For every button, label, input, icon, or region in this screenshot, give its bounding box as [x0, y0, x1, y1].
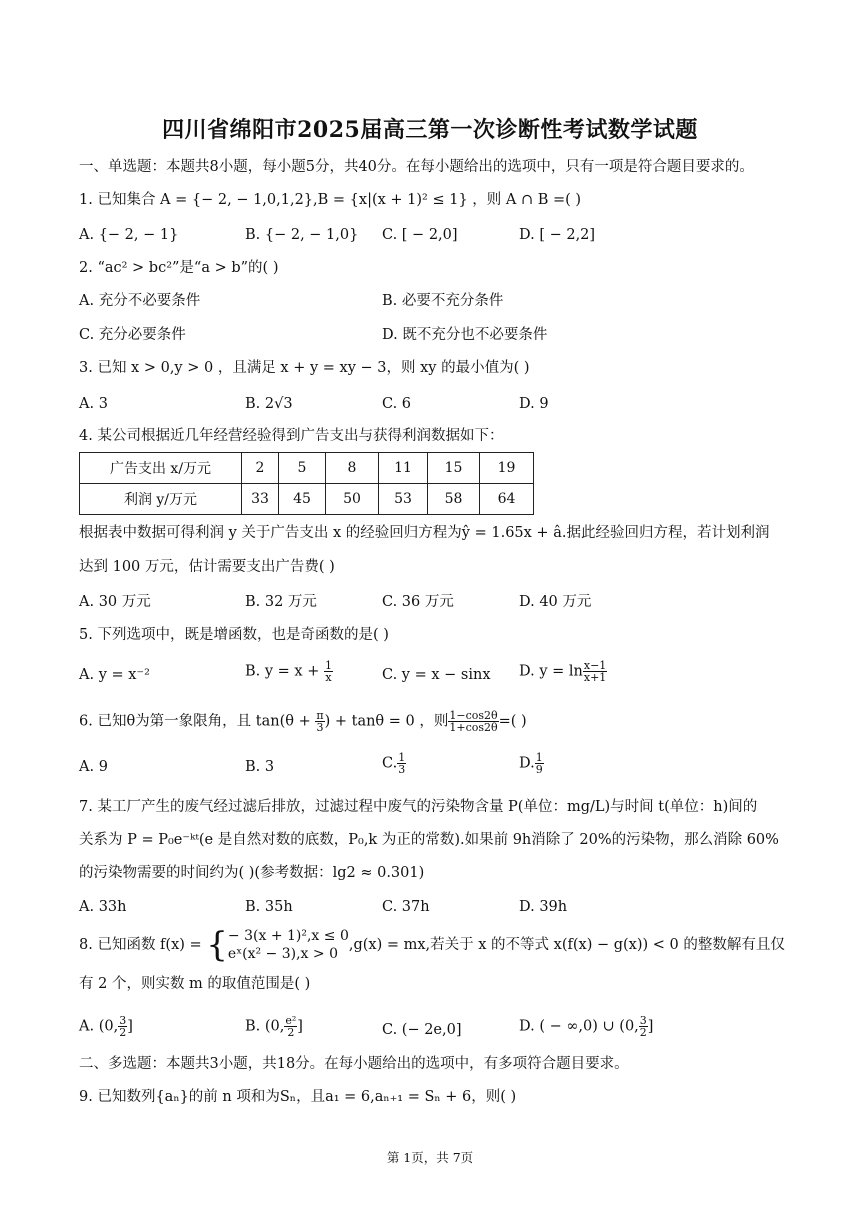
q8-option-d: [519, 1015, 653, 1038]
fraction-denominator: 3: [398, 763, 406, 776]
q7-option-b: B. 35h: [245, 899, 293, 915]
fraction-denominator: 9: [535, 763, 543, 776]
question-3-stem: 3. 已知 x > 0,y > 0 ，且满足 x + y = xy − 3，则 xy 的最小值为( ): [79, 360, 530, 376]
table-cell: 45: [279, 484, 326, 515]
fraction: [324, 660, 333, 683]
table-row: [80, 453, 534, 484]
fraction: [284, 1015, 297, 1038]
table-cell: 64: [480, 484, 534, 515]
fraction-numerator: π: [316, 709, 324, 722]
q6-option-b: B. 3: [245, 759, 275, 775]
fraction-denominator: 2: [119, 1026, 127, 1039]
q8-option-c: C. (− 2e,0]: [382, 1022, 462, 1038]
fraction-numerator: x−1: [583, 659, 607, 672]
fraction: [583, 660, 607, 683]
page-title: 四川省绵阳市2025届高三第一次诊断性考试数学试题: [162, 117, 698, 143]
question-7-line-2: 关系为 P = P₀e⁻ᵏᵗ(e 是自然对数的底数，P₀,k 为正的常数).如果前 9h消除了 20%的污染物，那么消除 60%: [79, 832, 779, 848]
bracket-close: ]: [127, 1018, 133, 1035]
page-footer: 第 1页，共 7页: [386, 1150, 474, 1165]
option-text: A. (0,: [79, 1018, 119, 1035]
section-heading-multi-choice: 二、多选题：本题共3小题，共18分。在每小题给出的选项中，有多项符合题目要求。: [79, 1056, 629, 1072]
section-heading-single-choice: 一、单选题：本题共8小题，每小题5分，共40分。在每小题给出的选项中，只有一项是符合题目要求的。: [79, 159, 754, 175]
table-row-label: 利润 y/万元: [80, 484, 242, 515]
q4-option-b: B. 32 万元: [245, 594, 317, 610]
table-row-label: 广告支出 x/万元: [80, 453, 242, 484]
question-4-stem: 4. 某公司根据近几年经营经验得到广告支出与获得利润数据如下：: [79, 428, 504, 444]
q8-option-a: [79, 1015, 133, 1038]
fraction: [315, 710, 324, 733]
fraction: [448, 710, 498, 733]
q4-option-c: C. 36 万元: [382, 594, 454, 610]
q5-option-d: [519, 660, 607, 683]
option-text: B. (0,: [245, 1018, 285, 1035]
table-cell: 33: [242, 484, 279, 515]
stem-part: 6. 已知θ为第一象限角，且 tan(θ +: [79, 713, 316, 730]
ad-profit-table: [79, 452, 534, 515]
option-text: D.: [519, 755, 535, 772]
piecewise-cases: [228, 927, 349, 963]
fraction-numerator: 1: [324, 659, 332, 672]
fraction-denominator: 3: [316, 721, 324, 734]
q1-option-b: B. {− 2, − 1,0}: [245, 227, 359, 243]
q5-option-b: [245, 660, 333, 683]
q1-option-c: C. [ − 2,0]: [382, 227, 458, 243]
q6-option-c: [382, 752, 406, 775]
stem-part: ) + tanθ = 0 ，则: [324, 713, 449, 730]
q8-option-b: [245, 1015, 303, 1038]
fraction: [118, 1015, 127, 1038]
fraction-numerator: 3: [639, 1014, 647, 1027]
fraction-denominator: 2: [639, 1026, 647, 1039]
table-cell: 58: [428, 484, 480, 515]
table-cell: 2: [242, 453, 279, 484]
question-5-stem: 5. 下列选项中，既是增函数，也是奇函数的是( ): [79, 627, 389, 643]
q1-option-d: D. [ − 2,2]: [519, 227, 596, 243]
q4-option-d: D. 40 万元: [519, 594, 592, 610]
piecewise-case: − 3(x + 1)²,x ≤ 0: [227, 928, 349, 944]
q3-option-b: B. 2√3: [245, 396, 293, 412]
piecewise-brace: {: [206, 925, 228, 965]
q2-option-b: B. 必要不充分条件: [382, 293, 504, 309]
table-cell: 50: [326, 484, 379, 515]
q2-option-c: C. 充分必要条件: [79, 327, 186, 343]
question-9-stem: 9. 已知数列{aₙ}的前 n 项和为Sₙ，且a₁ = 6,aₙ₊₁ = Sₙ + 6，则( ): [79, 1089, 517, 1105]
fraction-denominator: 1+cos2θ: [449, 721, 498, 734]
piecewise-case: eˣ(x² − 3),x > 0: [227, 946, 338, 962]
fraction: [397, 752, 406, 775]
fraction: [535, 752, 544, 775]
option-text: D. ( − ∞,0) ∪ (0,: [519, 1018, 639, 1035]
question-4-text-2: 达到 100 万元，估计需要支出广告费( ): [79, 559, 335, 575]
q4-option-a: A. 30 万元: [79, 594, 151, 610]
table-cell: 19: [480, 453, 534, 484]
question-6-stem: [79, 710, 527, 733]
q6-option-d: [519, 752, 544, 775]
option-text: B. y = x +: [245, 663, 324, 680]
option-text: C.: [382, 755, 398, 772]
fraction-denominator: 2: [287, 1026, 295, 1039]
table-cell: 15: [428, 453, 480, 484]
option-text: D. y = ln: [519, 663, 583, 680]
question-8-line-2: 有 2 个，则实数 m 的取值范围是( ): [79, 976, 311, 992]
fraction: [639, 1015, 648, 1038]
q2-option-a: A. 充分不必要条件: [79, 293, 201, 309]
q3-option-d: D. 9: [519, 396, 549, 412]
question-8-stem: [79, 927, 785, 963]
question-7-line-1: 7. 某工厂产生的废气经过滤后排放，过滤过程中废气的污染物含量 P(单位：mg/L)与时间 t(单位：h)间的: [79, 799, 758, 815]
question-1-stem: 1. 已知集合 A = {− 2, − 1,0,1,2},B = {x|(x + 1)² ≤ 1} ，则 A ∩ B =( ): [79, 192, 582, 208]
q3-option-a: A. 3: [79, 396, 108, 412]
fraction-denominator: x+1: [583, 671, 607, 684]
q6-option-a: A. 9: [79, 759, 108, 775]
table-cell: 5: [279, 453, 326, 484]
fraction-numerator: e²: [285, 1014, 297, 1027]
stem-part: ,g(x) = mx,若关于 x 的不等式 x(f(x) − g(x)) < 0 的整数解有且仅: [348, 937, 785, 953]
q3-option-c: C. 6: [382, 396, 412, 412]
table-cell: 53: [379, 484, 428, 515]
fraction-numerator: 1: [398, 751, 406, 764]
q7-option-a: A. 33h: [79, 899, 127, 915]
fraction-denominator: x: [325, 671, 332, 684]
table-row: [80, 484, 534, 515]
bracket-close: ]: [297, 1018, 303, 1035]
question-4-text-1: 根据表中数据可得利润 y 关于广告支出 x 的经验回归方程为ŷ = 1.65x + â.据此经验回归方程，若计划利润: [79, 525, 770, 541]
question-7-line-3: 的污染物需要的时间约为( )(参考数据：lg2 ≈ 0.301): [79, 865, 425, 881]
q5-option-a: A. y = x⁻²: [79, 667, 150, 683]
q1-option-a: A. {− 2, − 1}: [79, 227, 179, 243]
stem-part: =( ): [498, 713, 527, 730]
table-cell: 11: [379, 453, 428, 484]
question-2-stem: 2. “ac² > bc²”是“a > b”的( ): [79, 260, 279, 276]
q7-option-d: D. 39h: [519, 899, 568, 915]
fraction-numerator: 3: [119, 1014, 127, 1027]
fraction-numerator: 1: [535, 751, 543, 764]
q5-option-c: C. y = x − sinx: [382, 667, 491, 683]
fraction-numerator: 1−cos2θ: [449, 709, 498, 722]
bracket-close: ]: [647, 1018, 654, 1035]
table-cell: 8: [326, 453, 379, 484]
q7-option-c: C. 37h: [382, 899, 430, 915]
q2-option-d: D. 既不充分也不必要条件: [382, 327, 548, 343]
stem-part: 8. 已知函数 f(x) =: [79, 937, 207, 953]
